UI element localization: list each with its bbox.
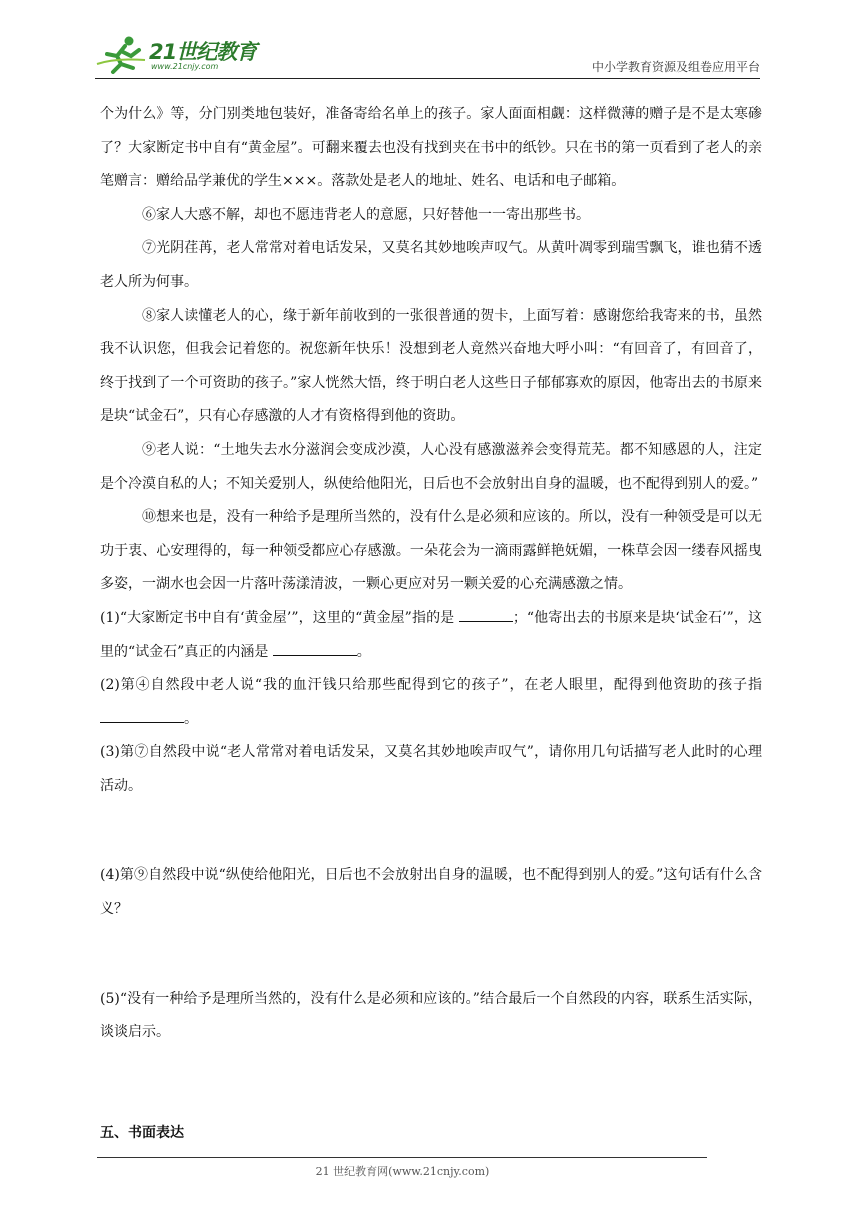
- answer-space-3[interactable]: [100, 803, 762, 859]
- answer-space-4[interactable]: [100, 927, 762, 983]
- paragraph-9: ⑨老人说：“土地失去水分滋润会变成沙漠，人心没有感激滋养会变得荒芜。都不知感恩的人，注定是个冷漠自私的人；不知关爱别人，纵使给他阳光，日后也不会放射出自身的温暖，也不配得到别人的爱。”: [100, 441, 762, 492]
- section-title: 五、书面表达: [100, 1125, 184, 1141]
- question-2: [100, 669, 762, 736]
- article-body: [100, 98, 762, 1050]
- page-header: [95, 32, 760, 79]
- answer-blank-1b[interactable]: [273, 641, 357, 656]
- paragraph-6: ⑥家人大惑不解，却也不愿违背老人的意愿，只好替他一一寄出那些书。: [142, 206, 590, 223]
- paragraph-10: ⑩想来也是，没有一种给予是理所当然的，没有什么是必须和应该的。所以，没有一种领受是可以无功于衷、心安理得的，每一种领受都应心存感激。一朵花会为一滴雨露鲜艳妩媚，一株草会因一缕春风摇曳多姿，一湖水也会因一片落叶荡漾清波，一颗心更应对另一颗关爱的心充满感激之情。: [100, 509, 762, 593]
- question-1-text-a: (1)“大家断定书中自有‘黄金屋’”，这里的“黄金屋”指的是: [100, 609, 455, 626]
- paragraph-5-continued: 个为什么》等，分门别类地包装好，准备寄给名单上的孩子。家人面面相觑：这样微薄的赠子是不是太寒碜了？大家断定书中自有“黄金屋”。可翻来覆去也没有找到夹在书中的纸钞。只在书的第一页看到了老人的亲笔赠言：赠给品学兼优的学生×××。落款处是老人的地址、姓名、电话和电子邮箱。: [100, 106, 762, 190]
- runner-logo-icon: [95, 34, 149, 74]
- question-2-end: 。: [184, 710, 198, 727]
- paragraph-8: ⑧家人读懂老人的心，缘于新年前收到的一张很普通的贺卡，上面写着：感谢您给我寄来的书，虽然我不认识您，但我会记着您的。祝您新年快乐！没想到老人竟然兴奋地大呼小叫：“有回音了，有回音了，终于找到了一个可资助的孩子。”家人恍然大悟，终于明白老人这些日子郁郁寡欢的原因，他寄出去的书原来是块“试金石”，只有心存感激的人才有资格得到他的资助。: [100, 307, 762, 425]
- question-3: (3)第⑦自然段中说“老人常常对着电话发呆，又莫名其妙地唉声叹气”，请你用几句话描写老人此时的心理活动。: [100, 744, 762, 794]
- question-1-end: 。: [356, 643, 371, 660]
- question-4: (4)第⑨自然段中说“纵使给他阳光，日后也不会放射出自身的温暖，也不配得到别人的爱。”这句话有什么含义？: [100, 867, 762, 918]
- question-1: [100, 602, 762, 669]
- question-1-text-b: ；“他寄出去的书原来是块‘试金石’”，这里的“试金石”真正的内涵是: [100, 609, 763, 660]
- question-2-text: (2)第④自然段中老人说“我的血汗钱只给那些配得到它的孩子”，在老人眼里，配得到他资助的孩子指: [100, 677, 762, 694]
- answer-blank-2[interactable]: [100, 708, 184, 723]
- site-logo: [95, 32, 265, 76]
- platform-name: 中小学教育资源及组卷应用平台: [591, 60, 760, 74]
- page-footer: 21 世纪教育网(www.21cnjy.com): [315, 1165, 490, 1178]
- answer-blank-1a[interactable]: [459, 607, 513, 622]
- logo-url: www.21cnjy.com: [151, 62, 219, 71]
- question-5: (5)“没有一种给予是理所当然的，没有什么是必须和应该的。”结合最后一个自然段的内容，联系生活实际，谈谈启示。: [100, 990, 762, 1041]
- logo-text: 21世纪教育: [149, 40, 257, 64]
- footer-divider: [97, 1157, 707, 1158]
- paragraph-7: ⑦光阴荏苒，老人常常对着电话发呆，又莫名其妙地唉声叹气。从黄叶凋零到瑞雪飘飞，谁也猜不透老人所为何事。: [100, 240, 762, 290]
